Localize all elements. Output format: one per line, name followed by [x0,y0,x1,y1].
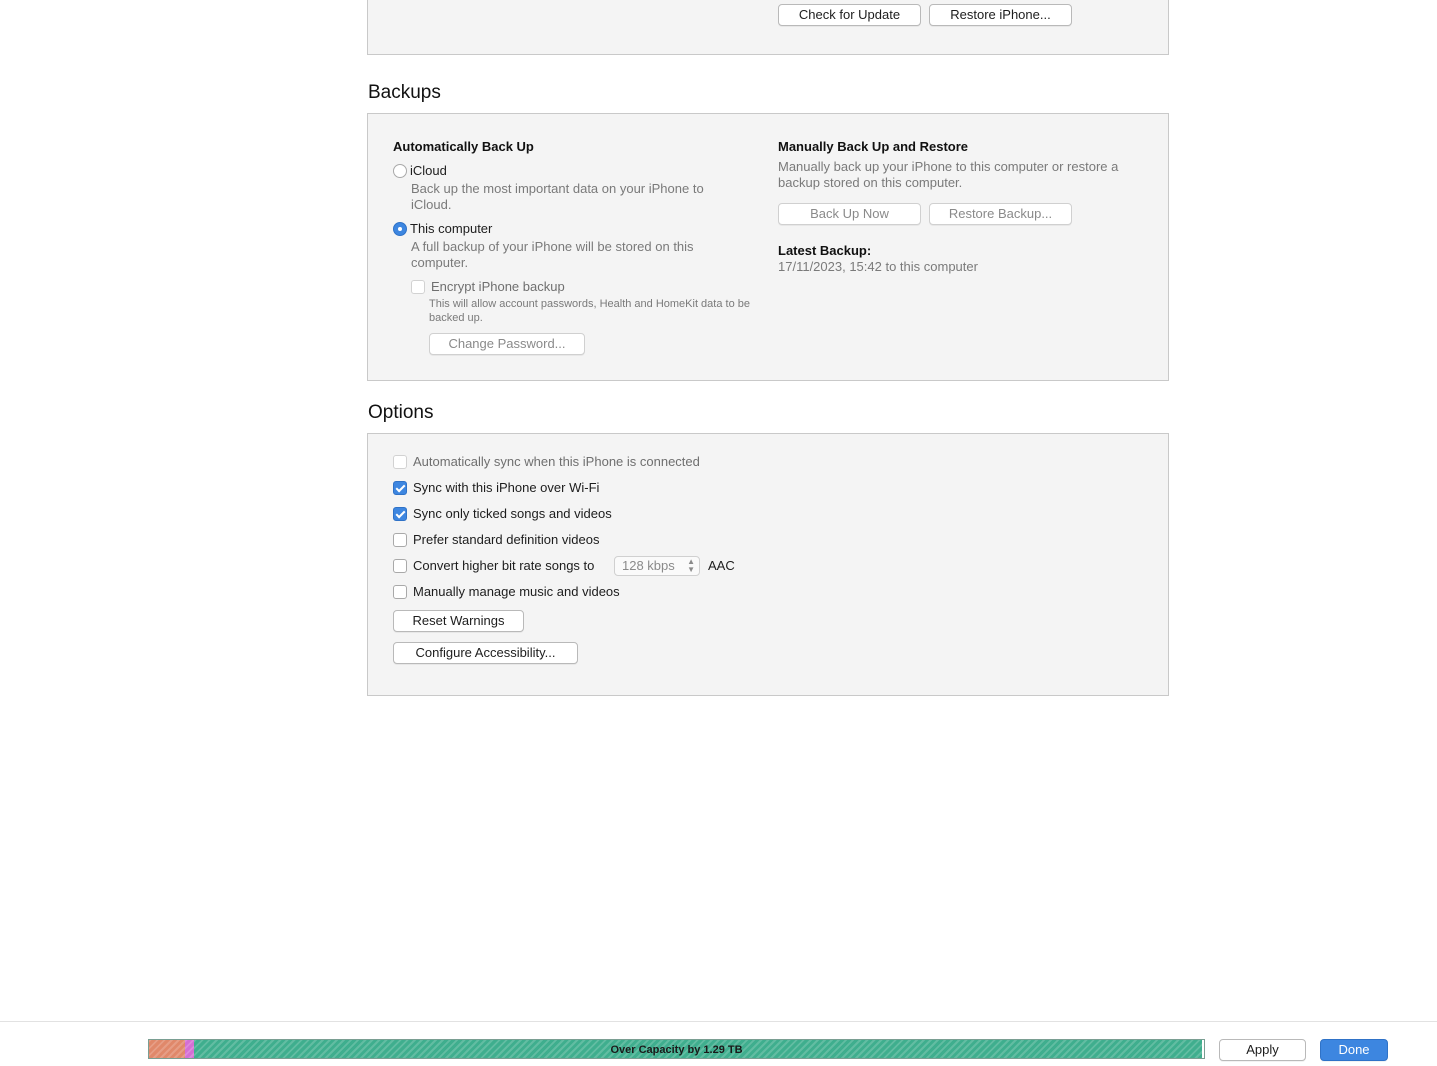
change-password-button[interactable]: Change Password... [429,333,585,355]
apply-button[interactable]: Apply [1219,1039,1306,1061]
auto-sync-label[interactable]: Automatically sync when this iPhone is connected [413,454,700,469]
options-title: Options [368,402,434,423]
standard-definition-checkbox[interactable] [393,533,407,547]
latest-backup-value: 17/11/2023, 15:42 to this computer [778,259,978,274]
this-computer-label[interactable]: This computer [410,221,493,236]
reset-warnings-button[interactable]: Reset Warnings [393,610,524,632]
manual-backup-description: Manually back up your iPhone to this computer or restore a backup stored on this computer. [778,159,1119,190]
bitrate-select[interactable] [614,556,700,576]
convert-bitrate-label[interactable]: Convert higher bit rate songs to [413,558,595,573]
encrypt-backup-label[interactable]: Encrypt iPhone backup [431,279,565,294]
icloud-radio[interactable] [393,164,407,178]
configure-accessibility-button[interactable]: Configure Accessibility... [393,642,578,664]
check-for-update-button[interactable]: Check for Update [778,4,921,26]
manual-backup-heading: Manually Back Up and Restore [778,139,968,154]
this-computer-description: A full backup of your iPhone will be stored on this computer. [411,239,694,270]
back-up-now-button[interactable]: Back Up Now [778,203,921,225]
ticked-songs-checkbox[interactable] [393,507,407,521]
footer-divider [0,1021,1437,1022]
encrypt-backup-checkbox[interactable] [411,280,425,294]
backups-title: Backups [368,82,441,103]
ticked-songs-label[interactable]: Sync only ticked songs and videos [413,506,612,521]
auto-sync-checkbox[interactable] [393,455,407,469]
icloud-label[interactable]: iCloud [410,163,447,178]
manual-manage-label[interactable]: Manually manage music and videos [413,584,620,599]
standard-definition-label[interactable]: Prefer standard definition videos [413,532,600,547]
wifi-sync-label[interactable]: Sync with this iPhone over Wi-Fi [413,480,600,495]
this-computer-radio[interactable] [393,222,407,236]
latest-backup-heading: Latest Backup: [778,243,872,258]
done-button[interactable]: Done [1320,1039,1388,1061]
capacity-bar[interactable] [148,1039,1205,1059]
bitrate-value: 128 kbps [622,558,675,573]
manual-manage-checkbox[interactable] [393,585,407,599]
auto-backup-heading: Automatically Back Up [393,139,534,154]
stepper-arrows-icon: ▲ ▼ [687,557,695,574]
restore-iphone-button[interactable]: Restore iPhone... [929,4,1072,26]
capacity-label: Over Capacity by 1.29 TB [610,1044,743,1056]
convert-bitrate-checkbox[interactable] [393,559,407,573]
bitrate-format-label: AAC [708,558,735,573]
restore-backup-button[interactable]: Restore Backup... [929,203,1072,225]
wifi-sync-checkbox[interactable] [393,481,407,495]
encrypt-backup-description: This will allow account passwords, Health and HomeKit data to be backed up. [429,298,750,324]
icloud-description: Back up the most important data on your iPhone to iCloud. [411,181,704,212]
